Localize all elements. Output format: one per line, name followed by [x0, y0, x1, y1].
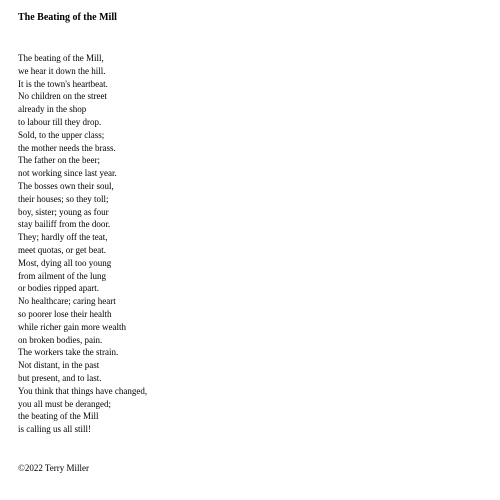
poem-line: not working since last year.	[18, 168, 117, 179]
poem-line: No children on the street	[18, 91, 107, 102]
poem-line: The workers take the strain.	[18, 347, 119, 358]
poem-line: while richer gain more wealth	[18, 321, 126, 332]
poem-line: we hear it down the hill.	[18, 65, 106, 76]
poem-line: Not distant, in the past	[18, 360, 100, 371]
poem-line: It is the town's heartbeat.	[18, 78, 108, 89]
poem-line: or bodies ripped apart.	[18, 283, 99, 294]
poem-line: the mother needs the brass.	[18, 142, 116, 153]
poem-line: boy, sister; young as four	[18, 206, 109, 217]
poem-line: so poorer lose their health	[18, 308, 112, 319]
poem-line: stay bailiff from the door.	[18, 219, 111, 230]
poem-line: you all must be deranged;	[18, 398, 111, 409]
poem-line: No healthcare; caring heart	[18, 296, 116, 307]
poem-line: Most, dying all too young	[18, 257, 112, 268]
poem-line: their houses; so they toll;	[18, 193, 109, 204]
poem-line: meet quotas, or get beat.	[18, 244, 106, 255]
poem-line: The beating of the Mill,	[18, 53, 104, 63]
poem-line: already in the shop	[18, 104, 87, 115]
poem-line: the beating of the Mill	[18, 411, 99, 422]
poem-line: They; hardly off the teat,	[18, 232, 108, 243]
poem-line: is calling us all still!	[18, 424, 91, 435]
poem-line: but present, and to last.	[18, 372, 102, 383]
poem-line: to labour till they drop.	[18, 116, 102, 127]
poem-title: The Beating of the Mill	[18, 12, 117, 23]
poem-body	[18, 52, 147, 436]
poem-line: Sold, to the upper class;	[18, 129, 105, 140]
poem-line: The bosses own their soul,	[18, 180, 114, 191]
poem-line: You think that things have changed,	[18, 385, 148, 396]
poem-line: The father on the beer;	[18, 155, 100, 166]
poem-line: from ailment of the lung	[18, 270, 106, 281]
copyright-notice: ©2022 Terry Miller	[18, 463, 90, 473]
poem-line: on broken bodies, pain.	[18, 334, 103, 345]
